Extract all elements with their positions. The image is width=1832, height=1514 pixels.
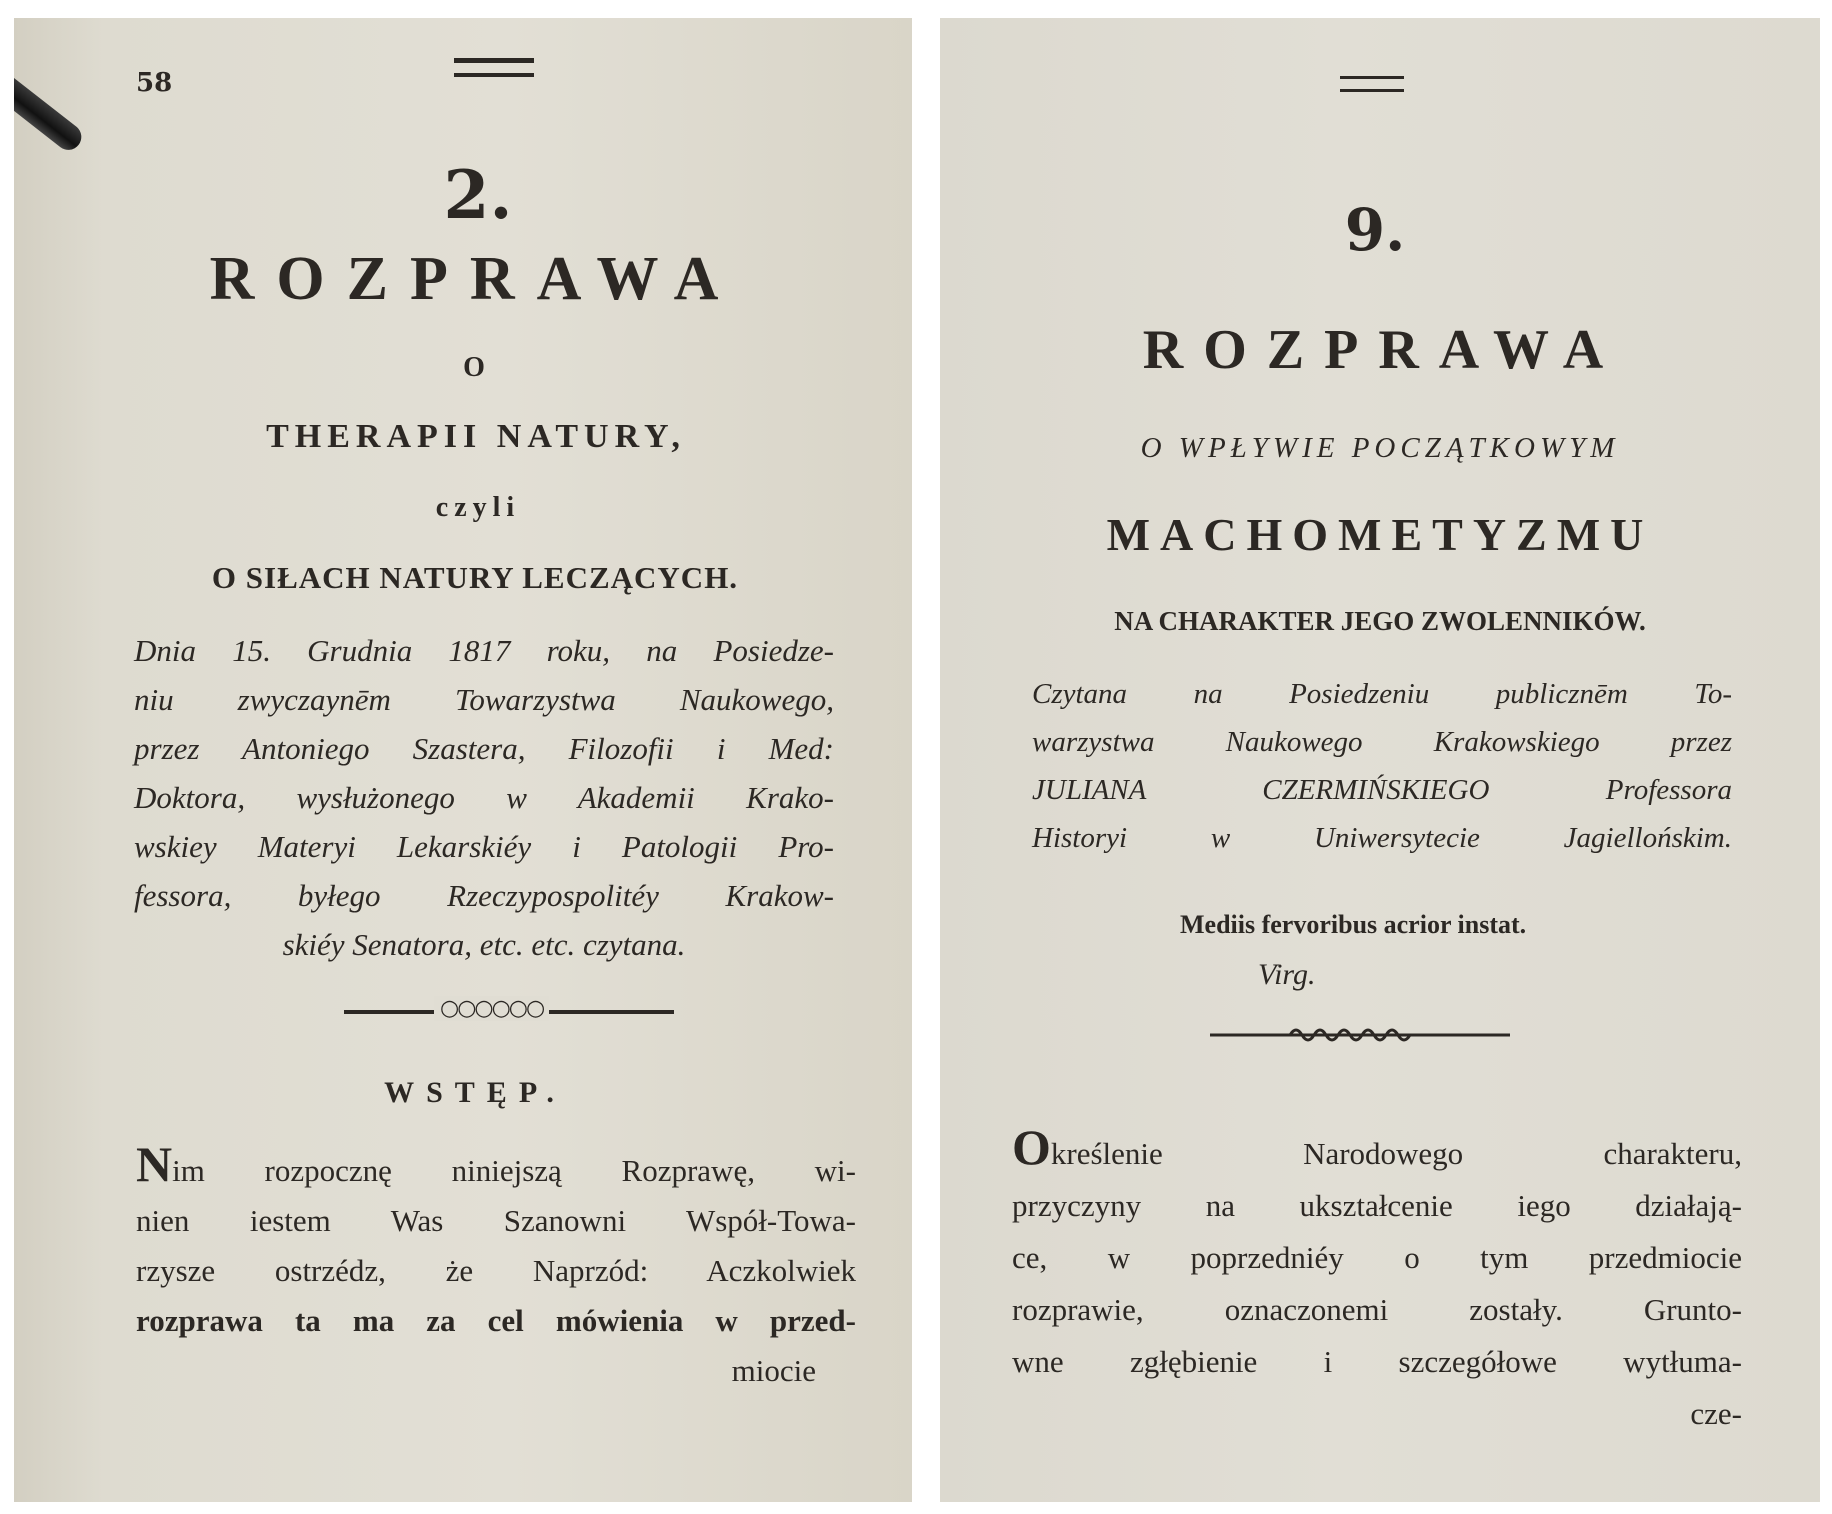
subject: THERAPII NATURY, [266, 418, 686, 455]
attribution-line: przez Antoniego Szastera, Filozofii i Med: [134, 731, 834, 766]
body-line: przyczyny na ukształcenie iego działają- [1012, 1188, 1742, 1223]
body-text [1012, 1119, 1742, 1440]
section-number: 9. [1344, 196, 1406, 264]
body-line: ce, w poprzedniéy o tym przedmiocie [1012, 1240, 1742, 1275]
title: ROZPRAWA [209, 245, 741, 313]
body-line: im rozpocznę niniejszą Rozprawę, wi- [172, 1153, 856, 1188]
subject: MACHOMETYZMU [1106, 509, 1654, 560]
section-number: 2. [443, 156, 513, 234]
attribution-line: Historyi w Uniwersytecie Jagiellońskim. [1032, 822, 1732, 854]
attribution-line: Doktora, wysłużonego w Akademii Krako- [134, 780, 834, 815]
page-number: 58 [136, 68, 173, 98]
headband-ornament [1340, 76, 1404, 92]
attribution-line: JULIANA CZERMIŃSKIEGO Professora [1032, 774, 1732, 806]
headband-ornament [454, 58, 534, 77]
attribution-line: niu zwyczaynēm Towarzystwa Naukowego, [134, 682, 834, 717]
attribution-line: skiéy Senatora, etc. etc. czytana. [282, 927, 686, 962]
czyli-label: czyli [435, 492, 521, 523]
title-o: O [463, 352, 485, 383]
body-line: cze- [1690, 1396, 1742, 1431]
wave-ornament-icon [1210, 1022, 1510, 1048]
attribution-line: fessora, byłego Rzeczypospolitéy Krakow- [134, 878, 834, 913]
pen-tip-icon [14, 61, 87, 155]
subtitle: O SIŁACH NATURY LECZĄCYCH. [211, 560, 739, 595]
body-line: wne zgłębienie i szczegółowe wytłuma- [1012, 1344, 1742, 1379]
body-line: miocie [731, 1353, 816, 1388]
attribution-line: Czytana na Posiedzeniu publicznēm To- [1032, 678, 1732, 710]
body-line: rozprawie, oznaczonemi zostały. Grunto- [1012, 1292, 1742, 1327]
epigraph: Mediis fervoribus acrior instat. [1180, 910, 1527, 939]
subject-tail: NA CHARAKTER JEGO ZWOLENNIKÓW. [1114, 606, 1646, 636]
body-line: kreślenie Narodowego charakteru, [1050, 1136, 1742, 1171]
subtitle: O WPŁYWIE POCZĄTKOWYM [1140, 432, 1620, 464]
drop-cap: O [1012, 1119, 1051, 1175]
attribution-line: warzystwa Naukowego Krakowskiego przez [1032, 726, 1732, 758]
section-heading: WSTĘP. [384, 1076, 566, 1109]
attribution-line: Dnia 15. Grudnia 1817 roku, na Posiedze- [134, 633, 834, 668]
attribution-line: wskiey Materyi Lekarskiéy i Patologii Pro- [134, 829, 834, 864]
chain-ornament-icon: ○○○○○○ [434, 996, 549, 1021]
attribution-block [134, 626, 834, 969]
body-line: rozprawa ta ma za cel mówienia w przed- [136, 1303, 856, 1338]
attribution-block [1032, 670, 1732, 862]
drop-cap: N [136, 1136, 173, 1192]
body-line: nien iestem Was Szanowni Współ-Towa- [136, 1203, 856, 1238]
right-page [940, 18, 1820, 1502]
epigraph-source: Virg. [1258, 958, 1316, 991]
title: ROZPRAWA [1142, 319, 1624, 381]
body-text [136, 1136, 856, 1396]
left-page [14, 18, 912, 1502]
body-line: rzysze ostrzédz, że Naprzód: Aczkolwiek [136, 1253, 856, 1288]
